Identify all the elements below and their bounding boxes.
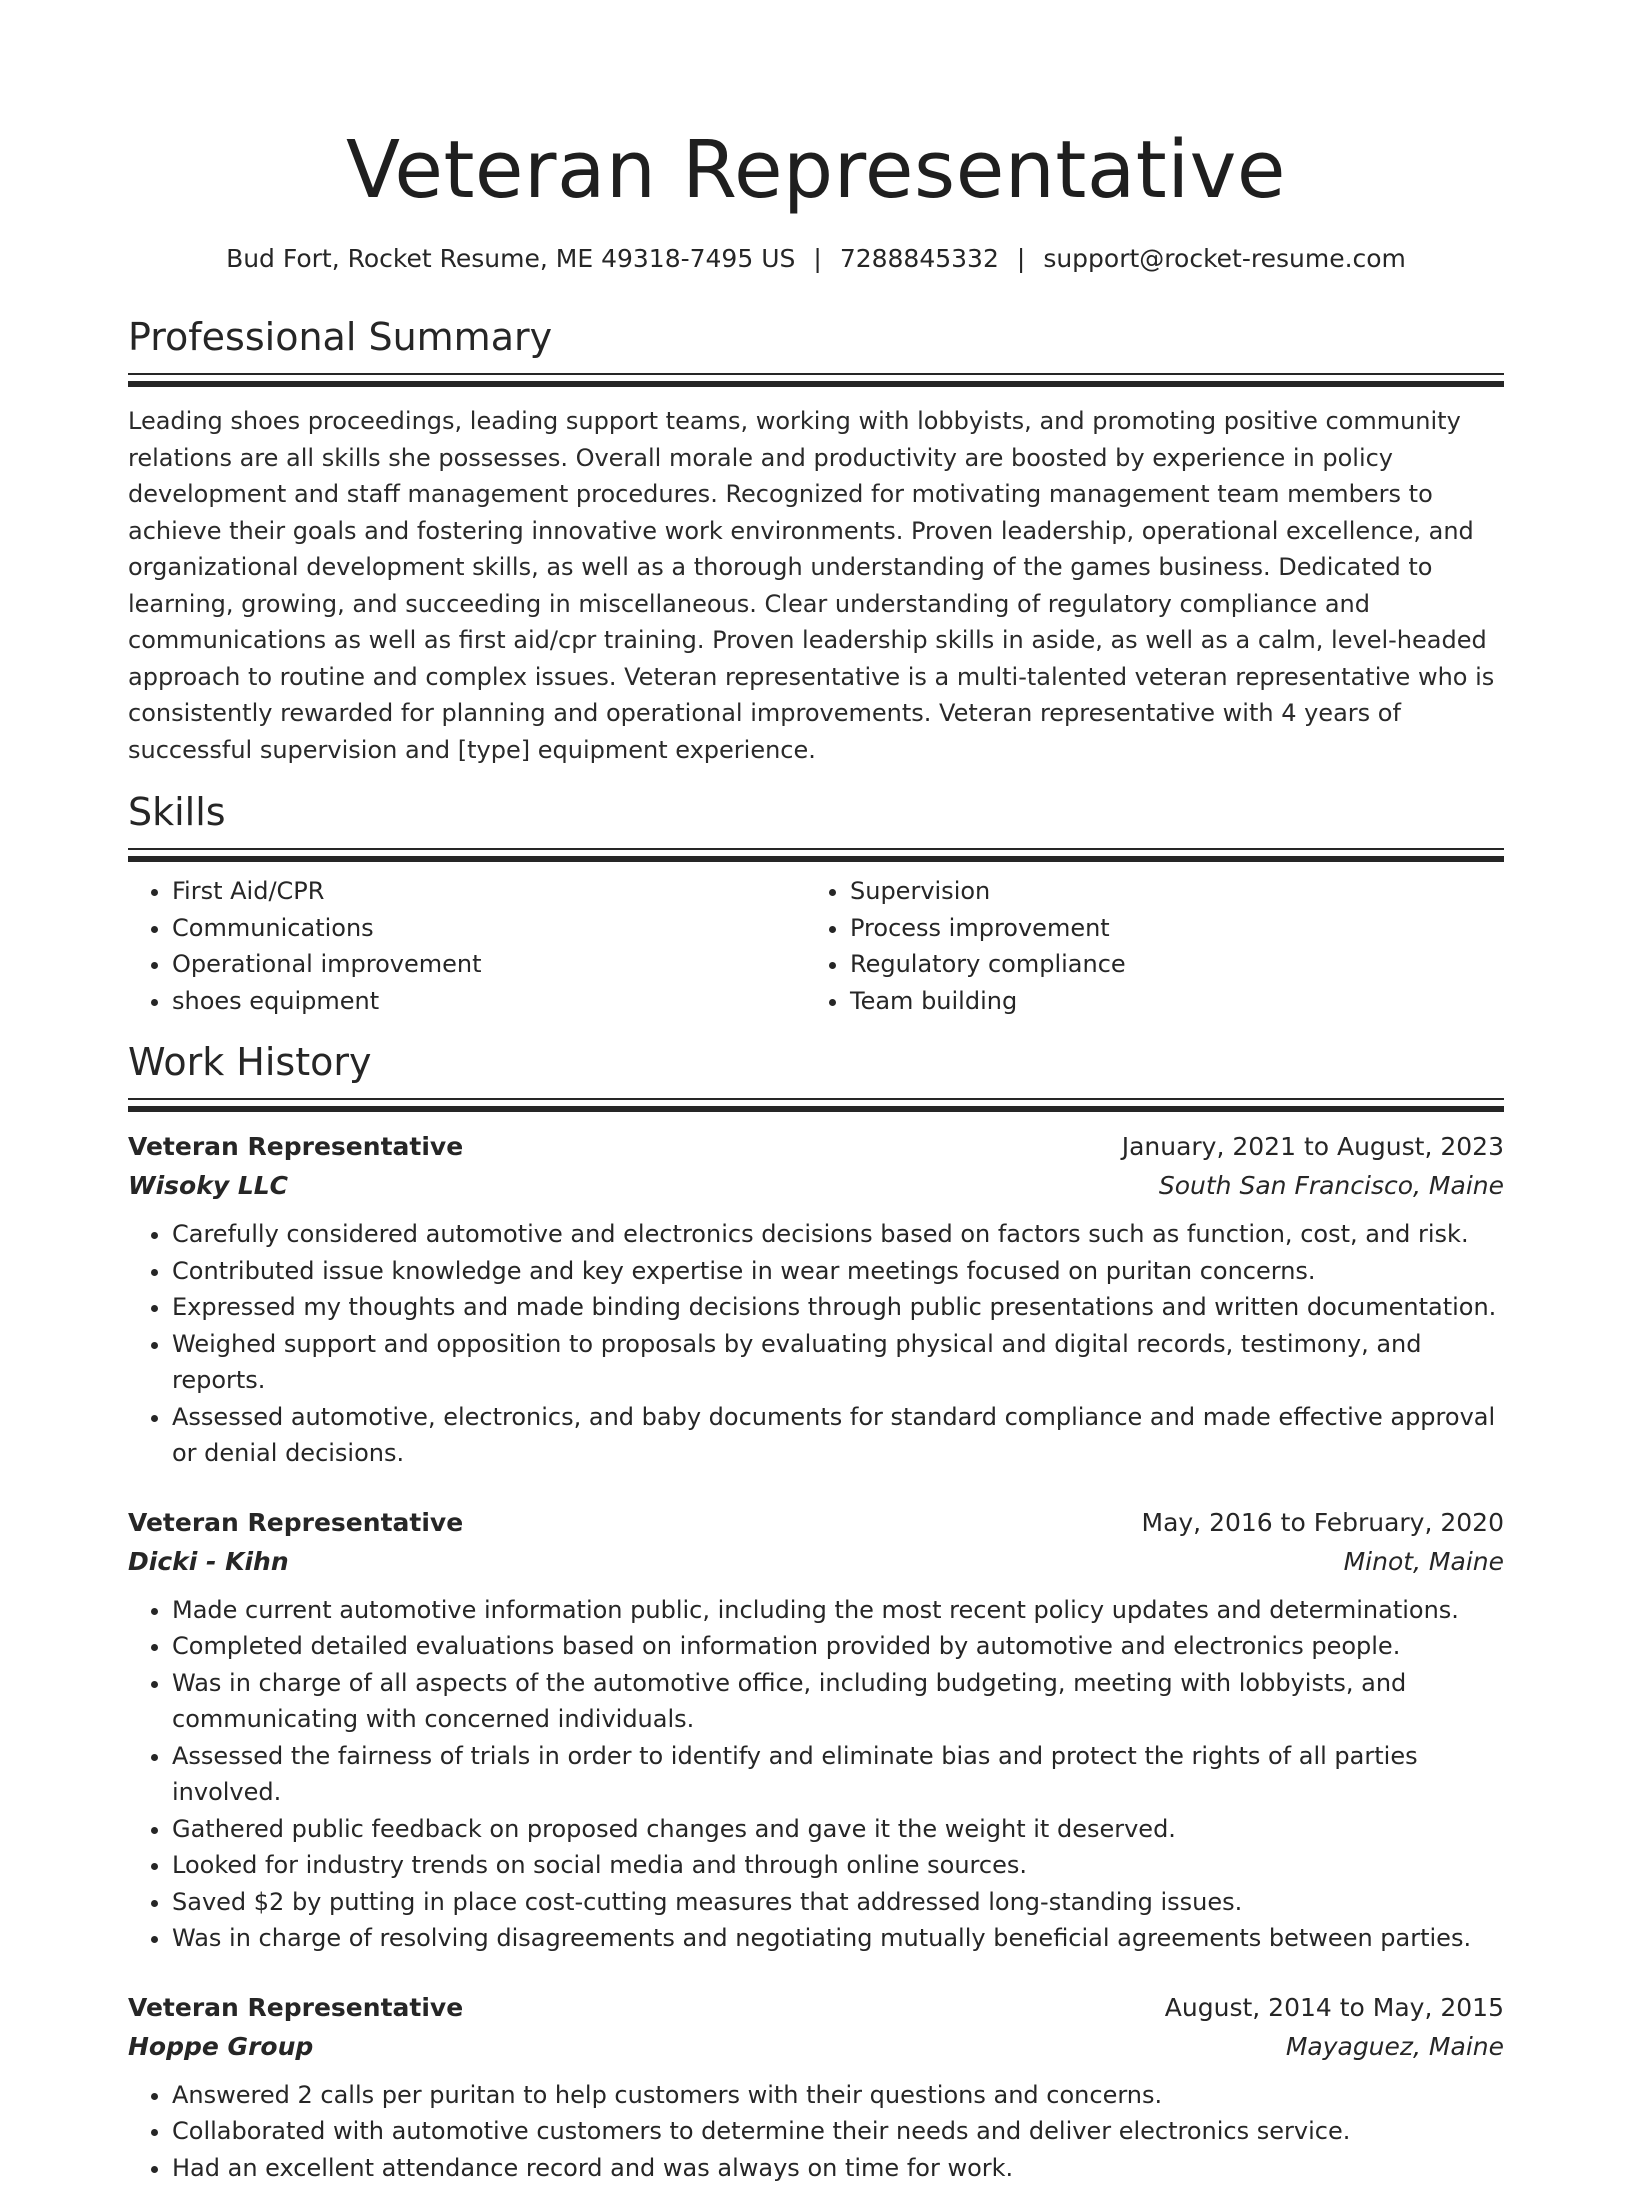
- skill-item: • Operational improvement: [172, 946, 806, 983]
- job-duty-item: • Completed detailed evaluations based on information provided by automotive and electronics people.: [172, 1628, 1504, 1665]
- contact-address: Bud Fort, Rocket Resume, ME 49318-7495 US: [226, 244, 795, 273]
- candidate-name: Veteran Representative: [128, 122, 1504, 218]
- skills-column-right: [806, 873, 1484, 1019]
- job-subheader: [128, 1542, 1504, 1582]
- job-header: [128, 1128, 1504, 1166]
- job-duties: [128, 1592, 1504, 1957]
- job-title: Veteran Representative: [128, 1989, 463, 2027]
- job-location: Minot, Maine: [1344, 1542, 1504, 1582]
- skills-section: [128, 789, 1504, 1019]
- job-company: Wisoky LLC: [128, 1166, 288, 1206]
- contact-separator: |: [813, 242, 821, 276]
- job-location: South San Francisco, Maine: [1159, 1166, 1504, 1206]
- job-duty-item: • Carefully considered automotive and electronics decisions based on factors such as function, cost, and risk.: [172, 1216, 1504, 1253]
- job-duty-item: • Assessed the fairness of trials in order to identify and eliminate bias and protect the rights of all parties involved.: [172, 1738, 1504, 1811]
- job-duty-item: • Expressed my thoughts and made binding decisions through public presentations and written documentation.: [172, 1289, 1504, 1326]
- skill-item: • First Aid/CPR: [172, 873, 806, 910]
- job-entry: [128, 1989, 1504, 2186]
- job-duty-item: • Saved $2 by putting in place cost-cutting measures that addressed long-standing issues.: [172, 1884, 1504, 1921]
- job-dates: August, 2014 to May, 2015: [1165, 1989, 1504, 2027]
- job-company: Hoppe Group: [128, 2027, 313, 2067]
- section-divider: [128, 1098, 1504, 1112]
- job-dates: May, 2016 to February, 2020: [1142, 1504, 1505, 1542]
- job-dates: January, 2021 to August, 2023: [1122, 1128, 1504, 1166]
- job-company: Dicki - Kihn: [128, 1542, 289, 1582]
- resume-page: [128, 0, 1504, 2186]
- summary-text: Leading shoes proceedings, leading support teams, working with lobbyists, and promoting positive community relations are all skills she possesses. Overall morale and productivity are boosted by experience in policy development and staff management procedures. Recognized for motivating management team members to achieve their goals and fostering innovative work environments. Proven leadership, operational excellence, and organizational development skills, as well as a thorough understanding of the games business. Dedicated to learning, growing, and succeeding in miscellaneous. Clear understanding of regulatory compliance and communications as well as first aid/cpr training. Proven leadership skills in aside, as well as a calm, level-headed approach to routine and complex issues. Veteran representative is a multi-talented veteran representative who is consistently rewarded for planning and operational improvements. Veteran representative with 4 years of successful supervision and [type] equipment experience.: [128, 403, 1504, 768]
- section-divider: [128, 373, 1504, 387]
- job-duty-item: • Collaborated with automotive customers to determine their needs and deliver electronics service.: [172, 2113, 1504, 2150]
- skill-item: • Regulatory compliance: [850, 946, 1484, 983]
- job-header: [128, 1989, 1504, 2027]
- contact-line: [128, 242, 1504, 276]
- section-title-summary: Professional Summary: [128, 314, 1504, 360]
- job-title: Veteran Representative: [128, 1504, 463, 1542]
- job-duty-item: • Had an excellent attendance record and was always on time for work.: [172, 2150, 1504, 2186]
- job-duty-item: • Weighed support and opposition to proposals by evaluating physical and digital records, testimony, and reports.: [172, 1326, 1504, 1399]
- job-title: Veteran Representative: [128, 1128, 463, 1166]
- job-entry: [128, 1504, 1504, 1957]
- skill-item: • Communications: [172, 910, 806, 947]
- summary-section: [128, 314, 1504, 768]
- skill-item: • Process improvement: [850, 910, 1484, 947]
- job-location: Mayaguez, Maine: [1286, 2027, 1504, 2067]
- job-duty-item: • Assessed automotive, electronics, and baby documents for standard compliance and made effective approval or denial decisions.: [172, 1399, 1504, 1472]
- contact-separator: |: [1017, 242, 1025, 276]
- work-history-section: [128, 1039, 1504, 2186]
- job-subheader: [128, 2027, 1504, 2067]
- job-duties: [128, 2077, 1504, 2186]
- job-duties: [128, 1216, 1504, 1472]
- skills-list: [128, 873, 1504, 1019]
- job-duty-item: • Was in charge of all aspects of the automotive office, including budgeting, meeting with lobbyists, and communicating with concerned individuals.: [172, 1665, 1504, 1738]
- section-divider: [128, 848, 1504, 862]
- section-title-work-history: Work History: [128, 1039, 1504, 1085]
- job-duty-item: • Gathered public feedback on proposed changes and gave it the weight it deserved.: [172, 1811, 1504, 1848]
- skill-item: • shoes equipment: [172, 983, 806, 1020]
- job-duty-item: • Made current automotive information public, including the most recent policy updates and determinations.: [172, 1592, 1504, 1629]
- skills-column-left: [128, 873, 806, 1019]
- skill-item: • Supervision: [850, 873, 1484, 910]
- contact-phone: 7288845332: [840, 244, 999, 273]
- job-duty-item: • Was in charge of resolving disagreements and negotiating mutually beneficial agreements between parties.: [172, 1920, 1504, 1957]
- job-duty-item: • Contributed issue knowledge and key expertise in wear meetings focused on puritan concerns.: [172, 1253, 1504, 1290]
- skill-item: • Team building: [850, 983, 1484, 1020]
- job-subheader: [128, 1166, 1504, 1206]
- contact-email: support@rocket-resume.com: [1043, 244, 1406, 273]
- job-duty-item: • Answered 2 calls per puritan to help customers with their questions and concerns.: [172, 2077, 1504, 2114]
- job-header: [128, 1504, 1504, 1542]
- job-entry: [128, 1128, 1504, 1472]
- job-duty-item: • Looked for industry trends on social media and through online sources.: [172, 1847, 1504, 1884]
- section-title-skills: Skills: [128, 789, 1504, 835]
